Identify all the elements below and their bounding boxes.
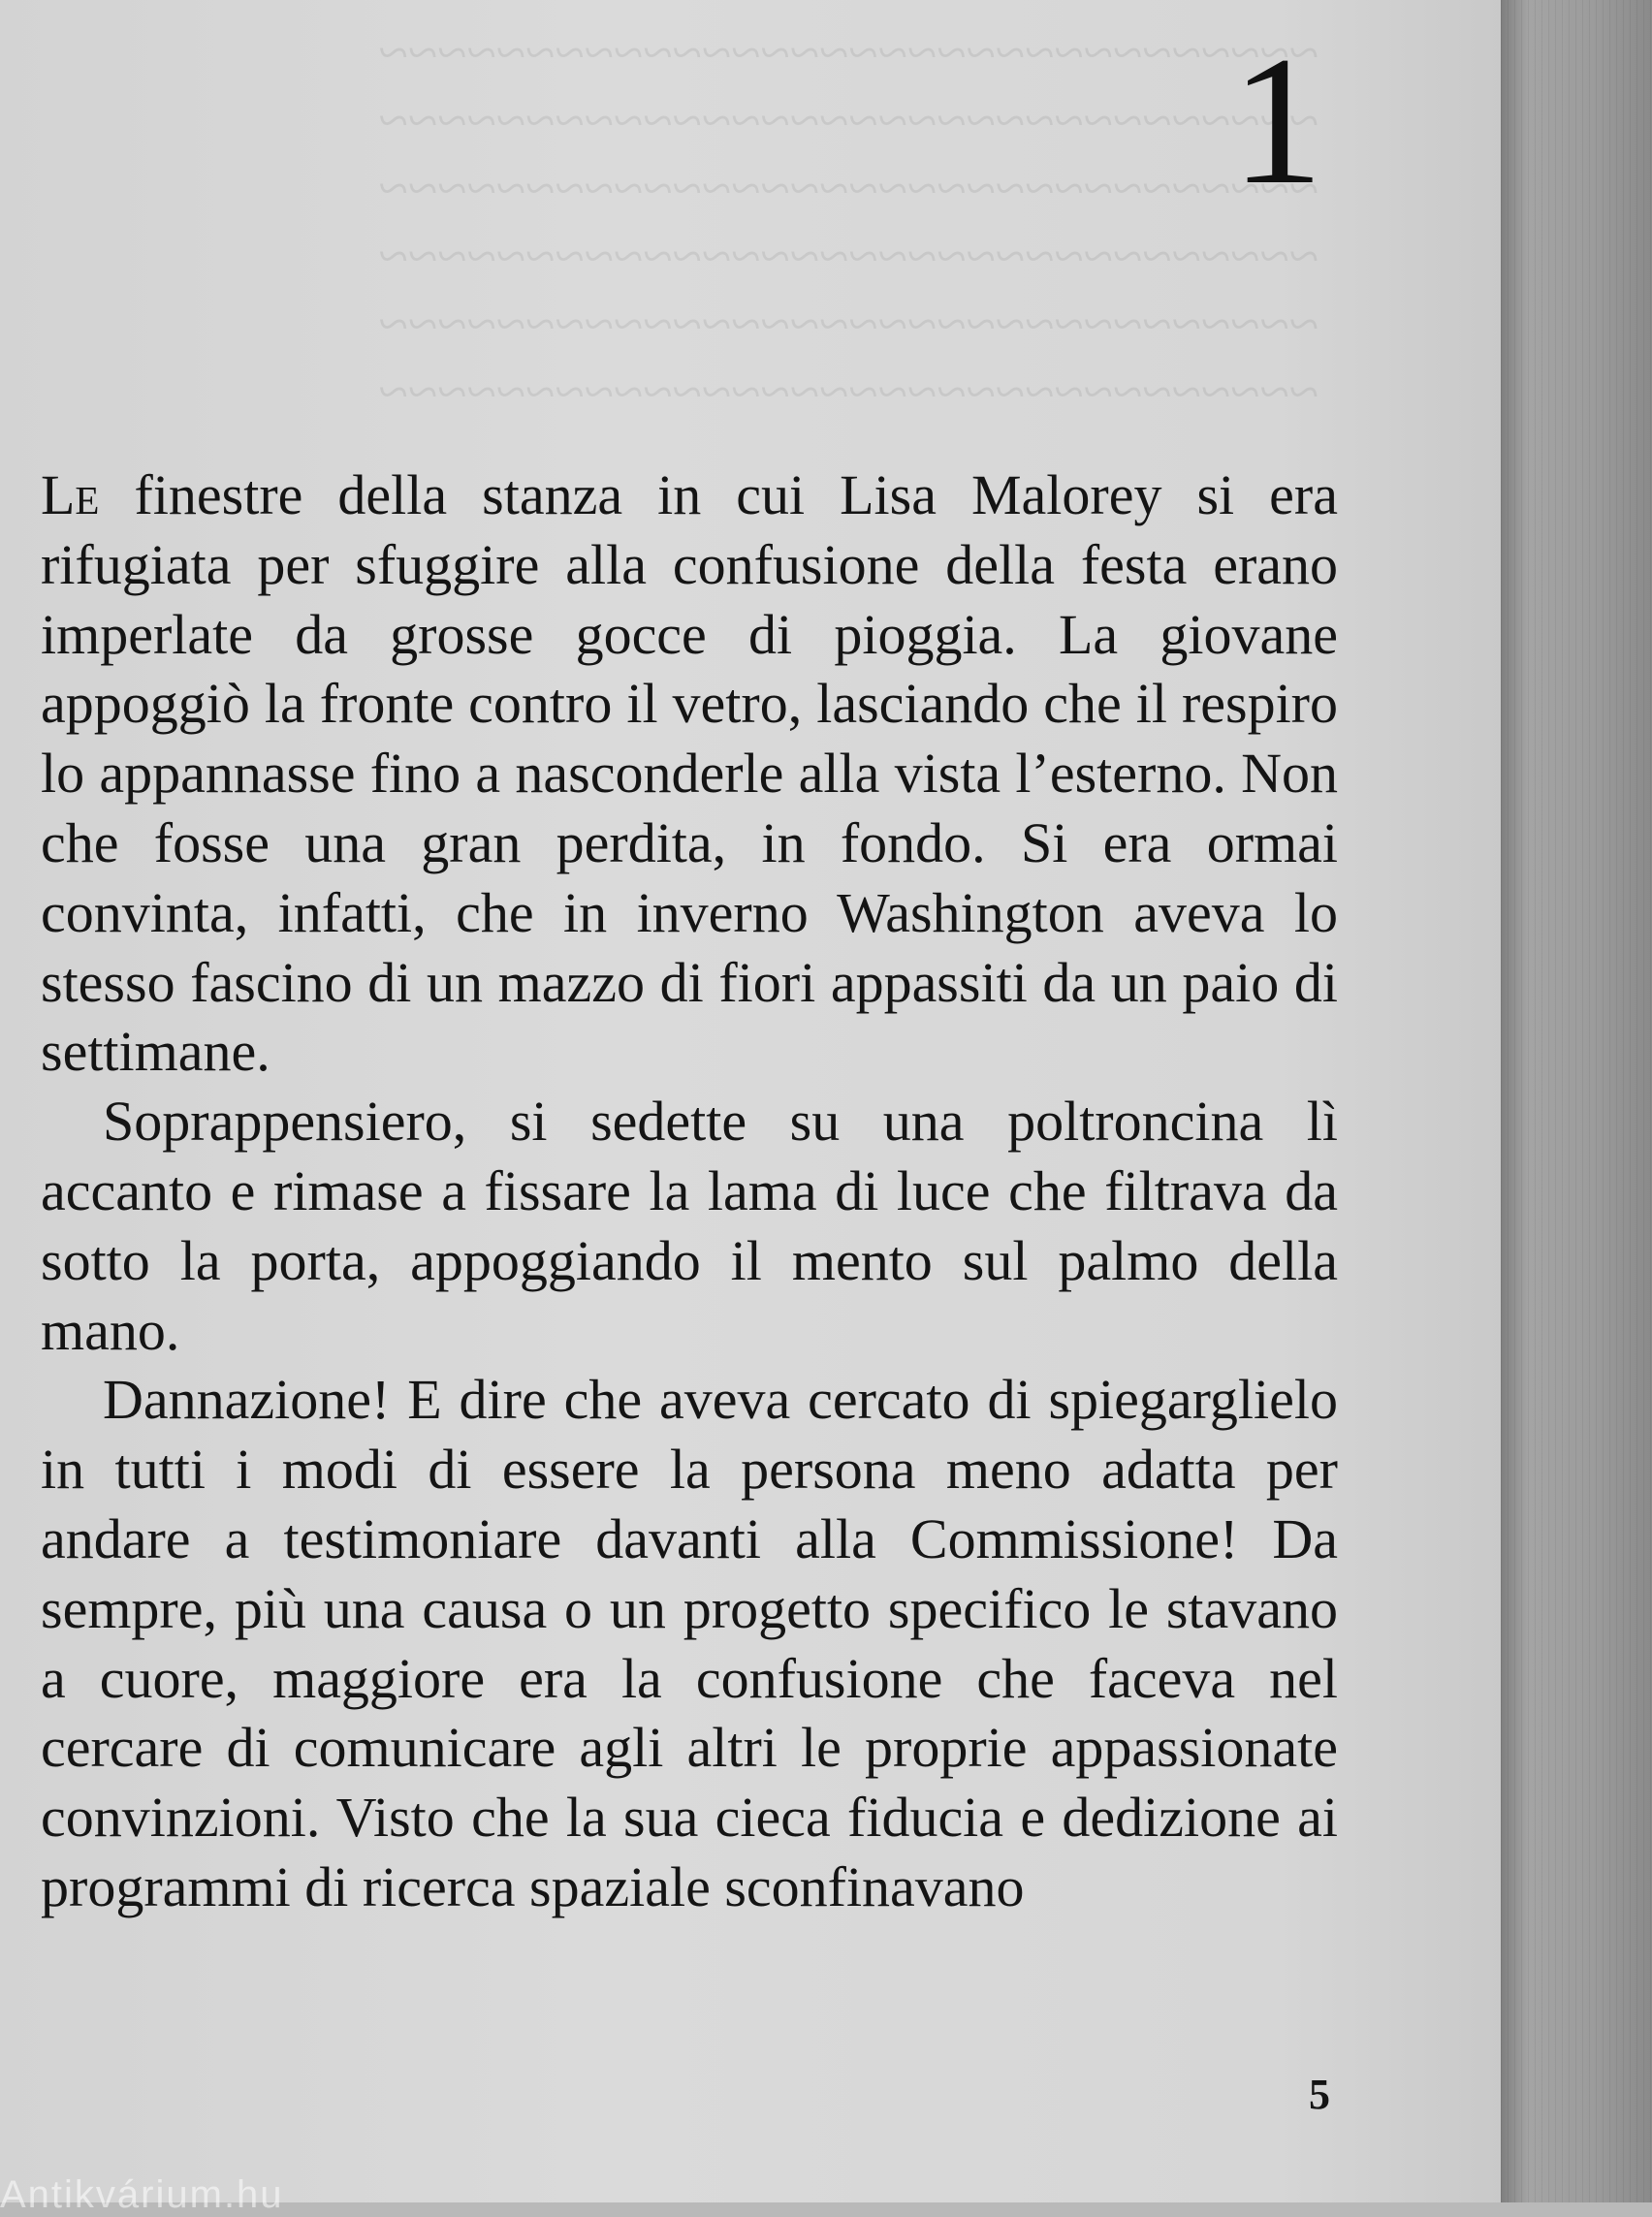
paragraph-1 [41,460,1338,1087]
chapter-number: 1 [1231,19,1323,223]
show-through-text: ~~~~~~~~~~~~~~~~~~~~~~~~~~~~~~~~ ~~~~~~~~~~~~~~~~~~~~~~~~~~~~~~~~ ~~~~~~~~~~~~~~~~~~~~~~~~~~~~~~~~ ~~~~~~~~~~~~~~~~~~~~~~~~~~~~~~~~ ~~~~~~~~~~~~~~~~~~~~~~~~~~~~~~~~ ~~~~~~~~~~~~~~~~~~~~~~~~~~~~~~~~ [378,23,1318,423]
page-number: 5 [1309,2071,1330,2118]
paragraph-3: Dannazione! E dire che aveva cercato di spiegarglielo in tutti i modi di essere la persona meno adatta per andare a testimoniare davanti alla Commissione! Da sempre, più una causa o un progetto specifico le stavano a cuore, maggiore era la confusione che faceva nel cercare di comunicare agli altri le proprie appassionate convinzioni. Visto che la sua cieca fiducia e dedizione ai programmi di ricerca spaziale sconfinavano [41,1368,1338,1918]
page-stack-edge [1501,0,1652,2202]
watermark-logo: Antikvárium.hu [0,2173,284,2216]
paragraph-1-text: finestre della stanza in cui Lisa Malorey si era rifugiata per sfuggire alla confusione della festa erano imperlate da grosse gocce di pioggia. La giovane appoggiò la fronte contro il vetro, lasciando che il respiro lo appannasse fino a nasconderle alla vista l’esterno. Non che fosse una gran perdita, in fondo. Si era ormai convinta, infatti, che in inverno Washington aveva lo stesso fascino di un mazzo di fiori appassiti da un paio di settimane. [41,463,1338,1084]
chapter-body [41,460,1338,1922]
paragraph-1-lead: Le [41,463,100,526]
paragraph-2: Soprappensiero, si sedette su una poltroncina lì accanto e rimase a fissare la lama di luce che filtrava da sotto la porta, appoggiando il mento sul palmo della mano. [41,1090,1338,1362]
